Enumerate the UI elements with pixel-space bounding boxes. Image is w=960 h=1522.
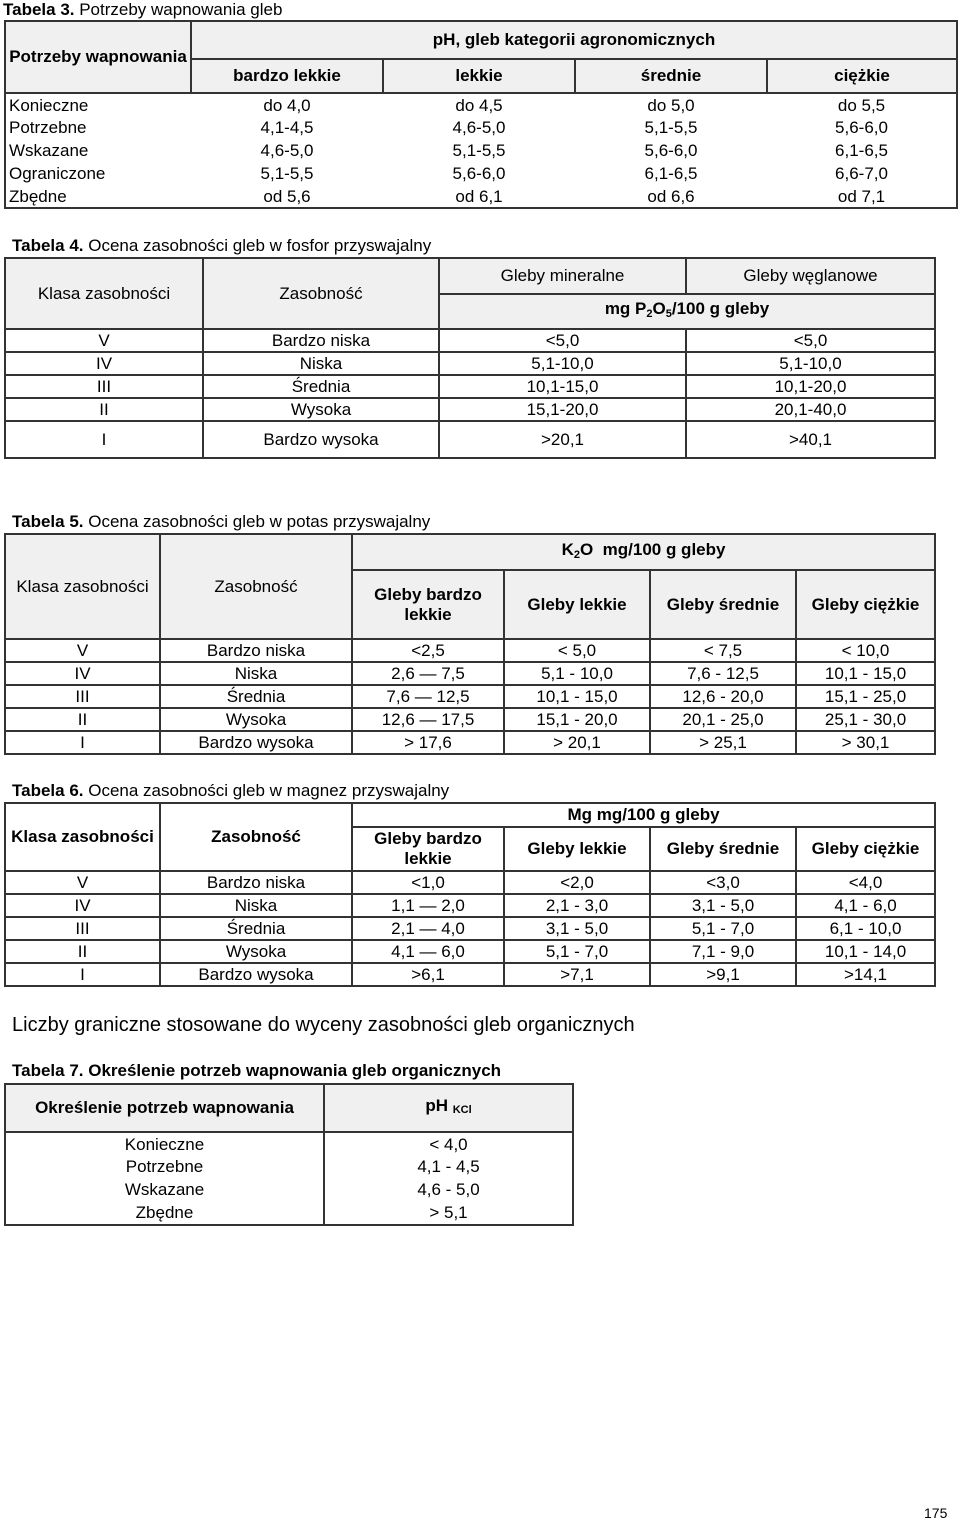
table6-cell: 4,1 — 6,0 [352, 940, 504, 963]
table7-cell: 4,1 - 4,5 [417, 1157, 480, 1176]
table6 [4, 802, 936, 987]
table-row [5, 639, 935, 662]
table6-cell: 4,1 - 6,0 [796, 894, 935, 917]
table5 [4, 533, 936, 755]
table5-head-class: Klasa zasobności [5, 534, 160, 639]
table3-cell: 6,6-7,0 [835, 164, 888, 183]
table-row [5, 894, 935, 917]
table4-cell: >40,1 [686, 421, 935, 458]
table3-col-very-light: bardzo lekkie [191, 59, 383, 93]
table-row [5, 116, 957, 139]
table3-cell: Wskazane [9, 141, 89, 160]
table3-caption [3, 0, 282, 20]
table3-cell: 5,6-6,0 [644, 141, 698, 160]
table-row [5, 139, 957, 162]
table6-cell: 3,1 - 5,0 [504, 917, 650, 940]
table4-head-zasobnosc: Zasobność [203, 258, 439, 329]
table3-cell: 5,1-5,5 [452, 141, 506, 160]
table5-cell: 2,6 — 7,5 [352, 662, 504, 685]
table5-cell: 15,1 - 25,0 [796, 685, 935, 708]
table3-cell: od 7,1 [837, 186, 886, 206]
table7-head-ph: pH KCl [324, 1084, 573, 1132]
table3-cell: do 5,5 [837, 95, 886, 115]
table4-head-unit: mg $P_2O_5/100$ g gleby [439, 294, 935, 329]
table7 [4, 1083, 574, 1226]
table-row [5, 1132, 573, 1155]
table5-col-medium: Gleby średnie [650, 570, 796, 639]
table6-cell: <3,0 [650, 871, 796, 894]
table3-cell: 6,1-6,5 [644, 164, 698, 183]
table-row [5, 93, 957, 116]
table3-cell: 4,6-5,0 [452, 118, 506, 137]
table-row [5, 162, 957, 185]
table6-caption-title: Ocena zasobności gleb w magnez przyswajalny [83, 781, 450, 800]
table5-caption-label: Tabela 5. [12, 512, 84, 531]
table3-cell: od 6,6 [647, 186, 695, 206]
table4-cell: >20,1 [439, 421, 686, 458]
table6-cell: V [5, 871, 160, 894]
table-row [5, 329, 935, 352]
table-row [5, 685, 935, 708]
table7-cell: > 5,1 [429, 1203, 468, 1222]
table4-caption-label: Tabela 4. [12, 236, 84, 255]
table5-cell: Bardzo niska [160, 639, 352, 662]
table-row [5, 421, 935, 458]
table-row [5, 1201, 573, 1225]
table3 [4, 20, 958, 209]
table6-cell: 7,1 - 9,0 [650, 940, 796, 963]
table7-head-need: Określenie potrzeb wapnowania [5, 1084, 324, 1132]
table6-cell: Bardzo niska [160, 871, 352, 894]
table5-cell: 5,1 - 10,0 [504, 662, 650, 685]
table4-cell: 10,1-15,0 [439, 375, 686, 398]
table4-cell: <5,0 [686, 329, 935, 352]
table4-cell: IV [5, 352, 203, 375]
table3-cell: do 4,5 [455, 95, 503, 115]
table4-cell: 5,1-10,0 [439, 352, 686, 375]
table5-col-light: Gleby lekkie [504, 570, 650, 639]
table4-caption-title: Ocena zasobności gleb w fosfor przyswajalny [83, 236, 432, 255]
table3-cell: do 5,0 [647, 95, 695, 115]
table6-caption-label: Tabela 6. [12, 781, 84, 800]
table3-col-heavy: ciężkie [767, 59, 957, 93]
table-row [5, 398, 935, 421]
table5-cell: 15,1 - 20,0 [504, 708, 650, 731]
table5-cell: > 20,1 [504, 731, 650, 754]
table6-col-light: Gleby lekkie [504, 827, 650, 871]
table4-cell: 5,1-10,0 [686, 352, 935, 375]
table6-cell: 5,1 - 7,0 [650, 917, 796, 940]
table5-cell: <2,5 [352, 639, 504, 662]
table6-cell: 2,1 — 4,0 [352, 917, 504, 940]
table4-cell: 10,1-20,0 [686, 375, 935, 398]
table5-cell: II [5, 708, 160, 731]
table5-cell: 10,1 - 15,0 [796, 662, 935, 685]
table4-cell: Wysoka [203, 398, 439, 421]
table4-cell: Bardzo wysoka [203, 421, 439, 458]
table6-cell: 6,1 - 10,0 [796, 917, 935, 940]
table5-cell: 7,6 - 12,5 [650, 662, 796, 685]
table6-cell: Średnia [160, 917, 352, 940]
table4-cell: V [5, 329, 203, 352]
table4-cell: 15,1-20,0 [439, 398, 686, 421]
table5-cell: III [5, 685, 160, 708]
table6-cell: 1,1 — 2,0 [352, 894, 504, 917]
table-row [5, 375, 935, 398]
table6-cell: >7,1 [504, 963, 650, 986]
table5-cell: 12,6 — 17,5 [352, 708, 504, 731]
table7-cell: Konieczne [5, 1132, 324, 1155]
table6-cell: Wysoka [160, 940, 352, 963]
table7-cell: < 4,0 [429, 1134, 468, 1154]
table6-col-very-light: Gleby bardzo lekkie [352, 827, 504, 871]
table6-cell: >6,1 [352, 963, 504, 986]
table5-cell: 10,1 - 15,0 [504, 685, 650, 708]
table7-cell: Potrzebne [5, 1155, 324, 1178]
table6-cell: <2,0 [504, 871, 650, 894]
table-row [5, 940, 935, 963]
table5-cell: 20,1 - 25,0 [650, 708, 796, 731]
table4-cell: II [5, 398, 203, 421]
table3-cell: do 4,0 [263, 95, 311, 115]
table3-cell: 5,6-6,0 [835, 118, 888, 137]
table4-cell: III [5, 375, 203, 398]
table4-cell: 20,1-40,0 [686, 398, 935, 421]
table-row [5, 917, 935, 940]
table3-cell: Ograniczone [9, 164, 106, 183]
table3-cell: od 6,1 [455, 186, 503, 206]
table5-cell: Średnia [160, 685, 352, 708]
table-row [5, 963, 935, 986]
table5-cell: V [5, 639, 160, 662]
table4-cell: <5,0 [439, 329, 686, 352]
table6-cell: Niska [160, 894, 352, 917]
page-number: 175 [924, 1505, 948, 1521]
table4-caption [12, 236, 431, 256]
table6-cell: 3,1 - 5,0 [650, 894, 796, 917]
table4-cell: Bardzo niska [203, 329, 439, 352]
table6-cell: <1,0 [352, 871, 504, 894]
table6-head-class: Klasa zasobności [5, 803, 160, 871]
table5-col-very-light: Gleby bardzo lekkie [352, 570, 504, 639]
table4-cell: Średnia [203, 375, 439, 398]
table7-cell: Wskazane [5, 1178, 324, 1201]
table5-cell: 7,6 — 12,5 [352, 685, 504, 708]
table5-cell: Wysoka [160, 708, 352, 731]
table6-cell: Bardzo wysoka [160, 963, 352, 986]
table5-caption [12, 512, 430, 532]
table3-cell: 4,6-5,0 [260, 141, 314, 160]
table3-cell: Konieczne [9, 95, 89, 115]
table3-cell: 5,1-5,5 [260, 164, 314, 183]
table4-cell: I [5, 421, 203, 458]
table3-head-need: Potrzeby wapnowania [5, 21, 191, 93]
table6-cell: II [5, 940, 160, 963]
table3-cell: 4,1-4,5 [260, 118, 314, 137]
table4-head-class: Klasa zasobności [5, 258, 203, 329]
table3-cell: Potrzebne [9, 118, 87, 137]
table5-cell: > 17,6 [352, 731, 504, 754]
table3-col-light: lekkie [383, 59, 575, 93]
table5-cell: > 25,1 [650, 731, 796, 754]
table5-head-unit: $K_2O$ mg/100 g gleby [352, 534, 935, 570]
table3-cell: od 5,6 [263, 186, 311, 206]
table5-cell: < 7,5 [650, 639, 796, 662]
table6-head-unit: Mg mg/100 g gleby [352, 803, 935, 827]
table3-caption-label: Tabela 3. [3, 0, 75, 19]
table5-cell: IV [5, 662, 160, 685]
table5-cell: < 5,0 [504, 639, 650, 662]
table5-cell: > 30,1 [796, 731, 935, 754]
table-row [5, 731, 935, 754]
table5-col-heavy: Gleby ciężkie [796, 570, 935, 639]
table-row [5, 871, 935, 894]
table5-head-zasobnosc: Zasobność [160, 534, 352, 639]
table3-caption-title: Potrzeby wapnowania gleb [74, 0, 283, 19]
table6-col-medium: Gleby średnie [650, 827, 796, 871]
table4-head-carbonate: Gleby węglanowe [686, 258, 935, 294]
table-row [5, 708, 935, 731]
table6-cell: 2,1 - 3,0 [504, 894, 650, 917]
table5-cell: I [5, 731, 160, 754]
table5-cell: Niska [160, 662, 352, 685]
table6-cell: I [5, 963, 160, 986]
table6-cell: >9,1 [650, 963, 796, 986]
table-row [5, 1155, 573, 1178]
table-row [5, 352, 935, 375]
table6-cell: 10,1 - 14,0 [796, 940, 935, 963]
table3-head-group: pH, gleb kategorii agronomicznych [191, 21, 957, 59]
table6-cell: III [5, 917, 160, 940]
table5-cell: 12,6 - 20,0 [650, 685, 796, 708]
table5-cell: Bardzo wysoka [160, 731, 352, 754]
table7-cell: Zbędne [5, 1201, 324, 1225]
table4 [4, 257, 936, 459]
table6-cell: <4,0 [796, 871, 935, 894]
table4-head-mineral: Gleby mineralne [439, 258, 686, 294]
table7-caption: Tabela 7. Określenie potrzeb wapnowania gleb organicznych [12, 1061, 502, 1080]
table5-cell: < 10,0 [796, 639, 935, 662]
table6-cell: 5,1 - 7,0 [504, 940, 650, 963]
organic-soils-heading: Liczby graniczne stosowane do wyceny zasobności gleb organicznych [12, 1014, 635, 1036]
table6-cell: >14,1 [796, 963, 935, 986]
table3-cell: Zbędne [9, 186, 67, 206]
table4-cell: Niska [203, 352, 439, 375]
table7-cell: 4,6 - 5,0 [417, 1180, 480, 1199]
table5-cell: 25,1 - 30,0 [796, 708, 935, 731]
table6-caption [12, 781, 449, 801]
table3-cell: 5,1-5,5 [644, 118, 698, 137]
table5-caption-title: Ocena zasobności gleb w potas przyswajalny [83, 512, 431, 531]
table3-col-medium: średnie [575, 59, 767, 93]
table3-cell: 6,1-6,5 [835, 141, 888, 160]
table6-col-heavy: Gleby ciężkie [796, 827, 935, 871]
table3-cell: 5,6-6,0 [452, 164, 506, 183]
table6-head-zasobnosc: Zasobność [160, 803, 352, 871]
table-row [5, 185, 957, 208]
table-row [5, 1178, 573, 1201]
table-row [5, 662, 935, 685]
table6-cell: IV [5, 894, 160, 917]
